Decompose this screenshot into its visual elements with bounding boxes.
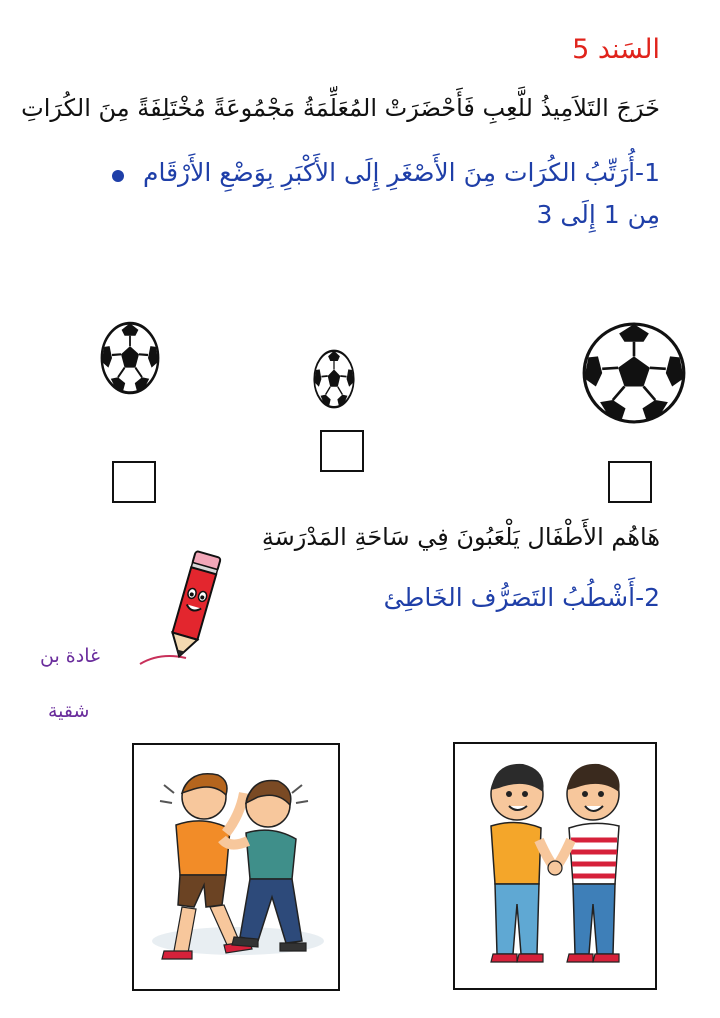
task1-instruction-continued: مِن 1 إِلَى 3 [536,200,660,229]
scene-description: هَاهُم الأَطْفَال يَلْعَبُونَ فِي سَاحَةِ المَدْرَسَةِ [261,523,660,551]
fighting-kids-illustration [134,745,338,989]
handshake-kids-illustration [455,744,655,988]
soccer-ball-icon [581,321,687,425]
soccer-ball-icon [313,349,355,409]
task2-instruction: 2-أَشْطُبُ التَصَرُّف الخَاطِئ [383,583,660,612]
picture-handshake[interactable] [453,742,657,990]
page-title: السَند 5 [572,34,660,65]
author-name-last: شقية [48,700,90,722]
intro-text: خَرَجَ التَلاَمِيذُ للَّعِبِ فَأَحْضَرَتْ المُعَلِّمَةُ مَجْمُوعَةً مُخْتَلِفَةً مِنَ الكُرَاتِ [21,94,660,122]
soccer-ball-icon [100,321,160,395]
bullet-icon [112,170,124,182]
answer-box-ball-middle[interactable] [320,430,364,472]
task1-instruction: 1-أُرَتِّبُ الكُرَات مِنَ الأَصْغَرِ إِلَى الأَكْبَرِ بِوَضْعِ الأَرْقَام [142,158,660,187]
answer-box-ball-right[interactable] [608,461,652,503]
pencil-mascot-icon [130,548,222,670]
picture-fighting[interactable] [132,743,340,991]
answer-box-ball-left[interactable] [112,461,156,503]
author-name-first: غادة بن [40,645,100,667]
